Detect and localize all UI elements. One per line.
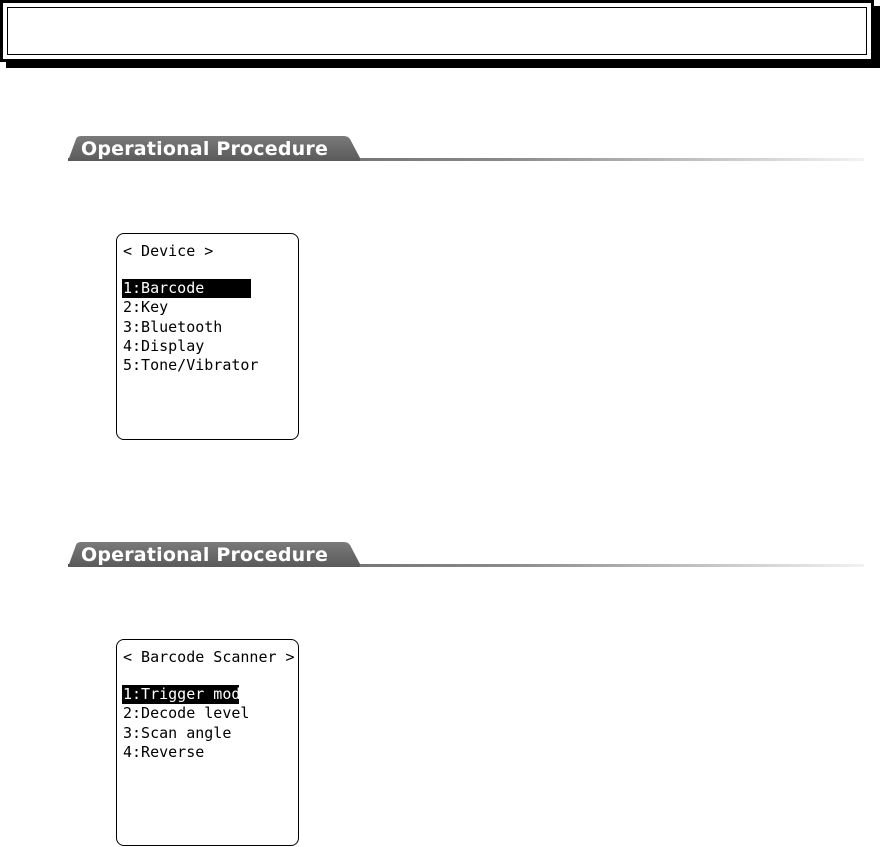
device-screen-1: [116, 233, 299, 440]
device-screen-2: [116, 639, 299, 846]
section-header-1: [68, 136, 864, 164]
page-title-box-inner: [7, 7, 867, 55]
menu-list: [122, 279, 258, 375]
section-header-label: Operational Procedure: [81, 544, 329, 566]
section-header-2: [68, 542, 864, 570]
page-title-box: [0, 0, 874, 62]
menu-list: [122, 685, 249, 762]
menu-item-trigger-mode[interactable]: 1:Trigger mode: [123, 685, 250, 703]
menu-item-barcode[interactable]: 1:Barcode: [122, 279, 251, 298]
screen-title: < Device >: [123, 242, 214, 260]
menu-item-tone-vibrator[interactable]: 5:Tone/Vibrator: [123, 356, 259, 375]
menu-item-key[interactable]: 2:Key: [123, 298, 169, 317]
screen-title: < Barcode Scanner >: [123, 648, 295, 666]
title-box-shadow-right: [874, 6, 880, 68]
menu-item-reverse[interactable]: 4:Reverse: [123, 742, 205, 761]
menu-item-decode-level[interactable]: 2:Decode level: [123, 704, 250, 723]
section-header-label: Operational Procedure: [81, 138, 329, 160]
title-box-shadow: [6, 62, 880, 68]
menu-item-bluetooth[interactable]: 3:Bluetooth: [123, 317, 223, 336]
menu-item-display[interactable]: 4:Display: [123, 336, 205, 355]
menu-item-scan-angle[interactable]: 3:Scan angle: [123, 723, 232, 742]
